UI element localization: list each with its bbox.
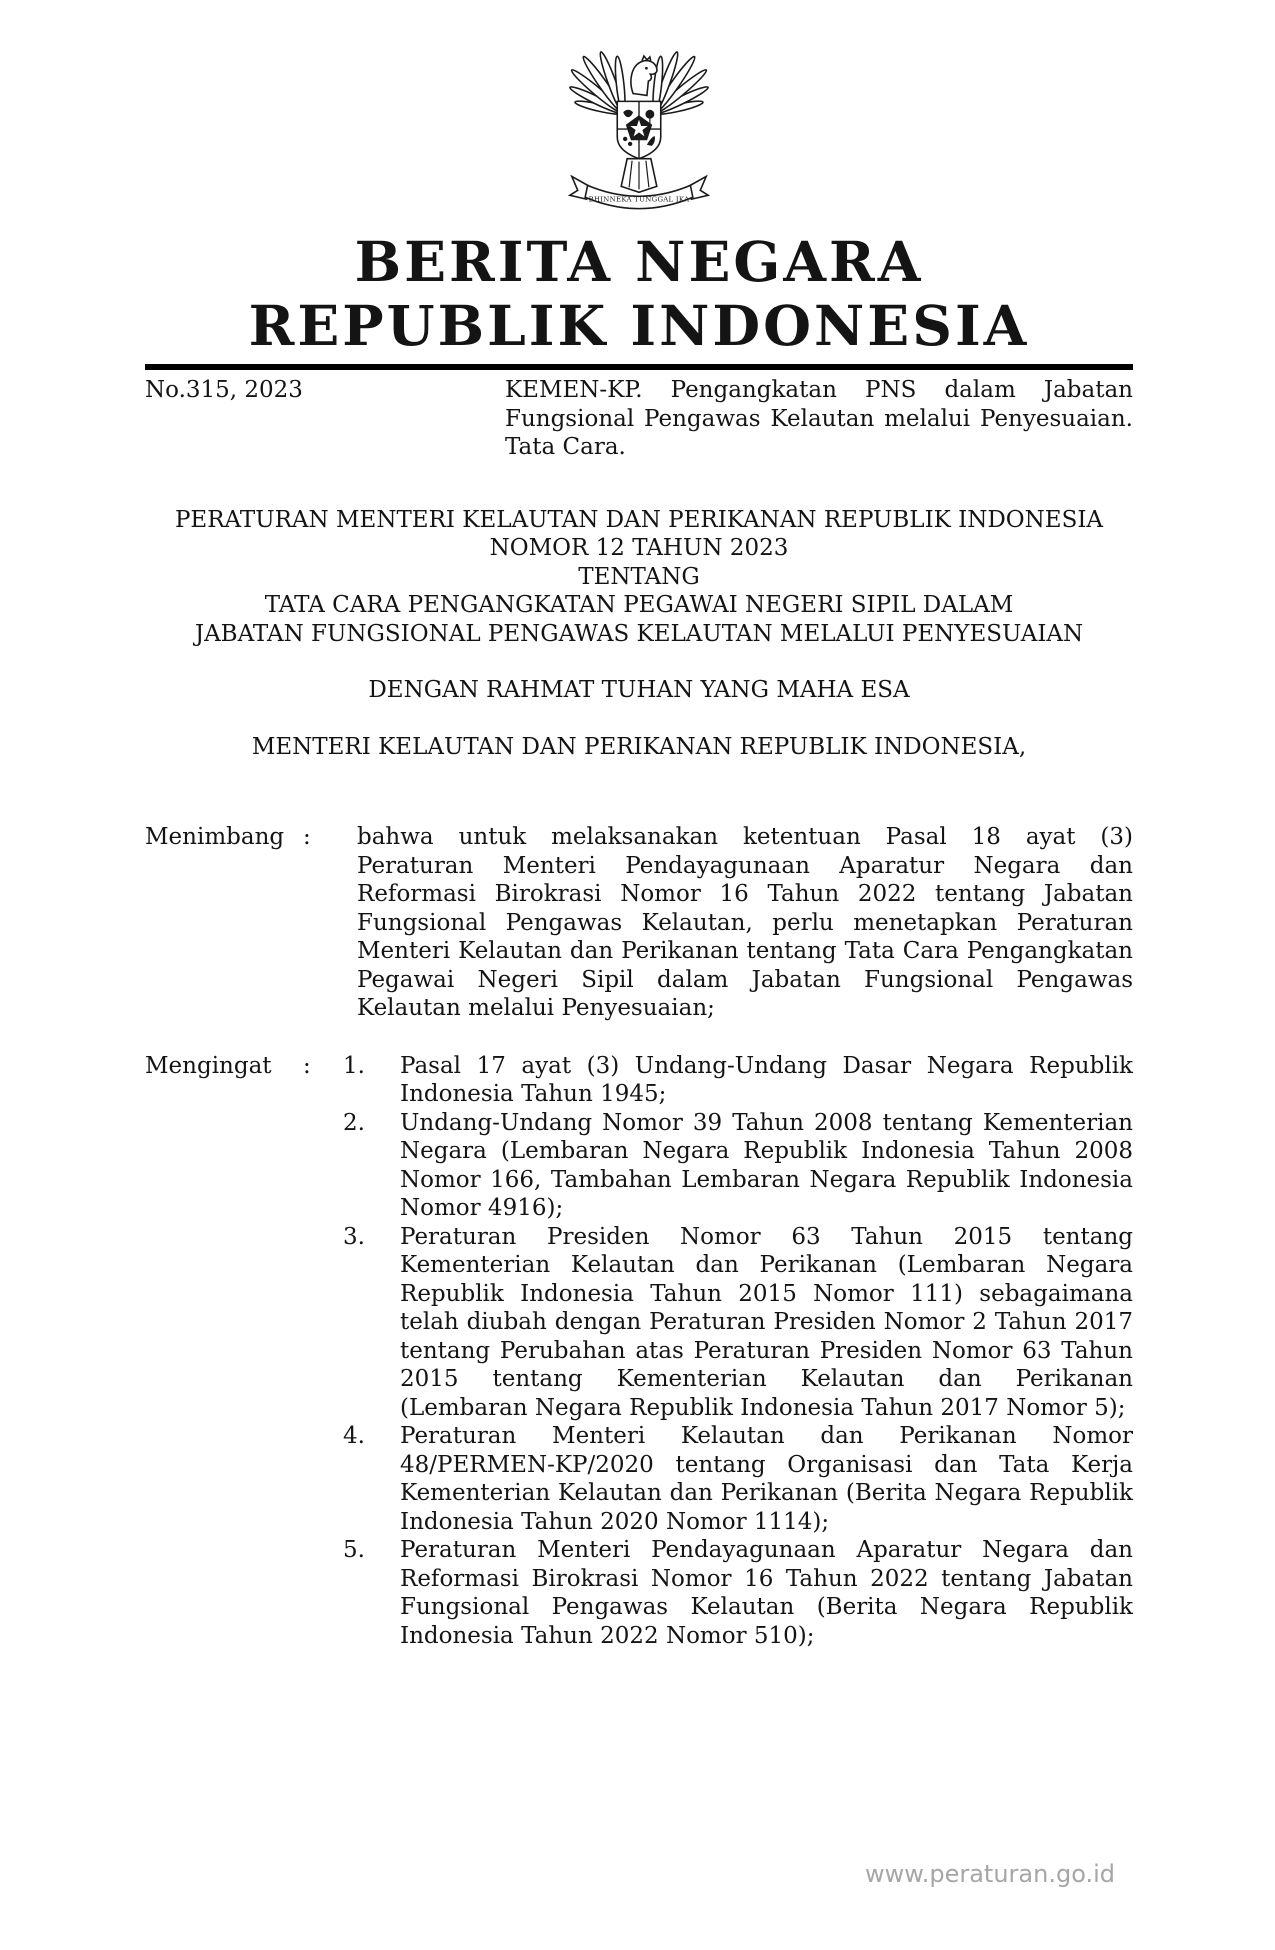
gazette-title-line-2: REPUBLIK INDONESIA: [248, 293, 1030, 358]
banner-motto-text: BHINNEKA TUNGGAL IKA: [588, 195, 690, 204]
gazette-subject-abstract: KEMEN-KP. Pengangkatan PNS dalam Jabatan Fungsional Pengawas Kelautan melalui Penyesuaian. Tata Cara.: [505, 377, 1133, 460]
list-item-number: 5.: [343, 1537, 365, 1563]
list-item: [343, 1223, 1133, 1423]
list-item-text: Peraturan Presiden Nomor 63 Tahun 2015 tentang Kementerian Kelautan dan Perikanan (Lembaran Negara Republik Indonesia Tahun 2015 Nomor 111) sebagaimana telah diubah dengan Peraturan Presiden Nomor 2 Tahun 2017 tentang Perubahan atas Peraturan Presiden Nomor 63 Tahun 2015 tentang Kementerian Kelautan dan Perikanan (Lembaran Negara Republik Indonesia Tahun 2017 Nomor 5);: [400, 1223, 1133, 1421]
legal-basis-clause: [145, 1052, 1133, 1651]
list-item-number: 1.: [343, 1052, 365, 1079]
list-item-text: Pasal 17 ayat (3) Undang-Undang Dasar Negara Republik Indonesia Tahun 1945;: [400, 1052, 1133, 1107]
issuing-authority-line: MENTERI KELAUTAN DAN PERIKANAN REPUBLIK INDONESIA,: [251, 733, 1027, 760]
regulation-title-line: TATA CARA PENGANGKATAN PEGAWAI NEGERI SIPIL DALAM: [264, 592, 1014, 618]
legal-basis-colon: :: [303, 1052, 311, 1079]
gazette-number: No.315, 2023: [145, 377, 303, 403]
gazette-title-line-1: BERITA NEGARA: [354, 229, 924, 294]
list-item-text: Peraturan Menteri Pendayagunaan Aparatur Negara dan Reformasi Birokrasi Nomor 16 Tahun 2022 tentang Jabatan Fungsional Pengawas Kelautan (Berita Negara Republik Indonesia Tahun 2022 Nomor 510);: [400, 1537, 1133, 1649]
list-item: [343, 1109, 1133, 1223]
list-item: [343, 1052, 1133, 1109]
list-item-text: Peraturan Menteri Kelautan dan Perikanan Nomor 48/PERMEN-KP/2020 tentang Organisasi dan Tata Kerja Kementerian Kelautan dan Perikanan (Berita Negara Republik Indonesia Tahun 2020 Nomor 1114);: [400, 1423, 1133, 1535]
regulation-title-line: JABATAN FUNGSIONAL PENGAWAS KELAUTAN MELALUI PENYESUAIAN: [194, 620, 1084, 647]
invocation-line: DENGAN RAHMAT TUHAN YANG MAHA ESA: [368, 677, 910, 703]
watermark-url: www.peraturan.go.id: [865, 1860, 1115, 1888]
list-item-number: 2.: [343, 1109, 365, 1136]
tail-feathers: [621, 159, 657, 193]
pancasila-shield: [617, 101, 660, 158]
masthead-row: [145, 376, 1133, 462]
regulation-title-block: [145, 506, 1133, 649]
regulation-title-line: NOMOR 12 TAHUN 2023: [489, 535, 789, 561]
garuda-pancasila-emblem: [559, 50, 719, 218]
regulation-title-line: PERATURAN MENTERI KELAUTAN DAN PERIKANAN REPUBLIK INDONESIA: [174, 506, 1104, 533]
emblem-container: [145, 50, 1133, 220]
list-item-number: 3.: [343, 1223, 365, 1250]
list-item-number: 4.: [343, 1423, 365, 1449]
list-item: [343, 1422, 1133, 1536]
considerations-text: bahwa untuk melaksanakan ketentuan Pasal 18 ayat (3) Peraturan Menteri Pendayagunaan Aparatur Negara dan Reformasi Birokrasi Nomor 16 Tahun 2022 tentang Jabatan Fungsional Pengawas Kelautan, perlu menetapkan Peraturan Menteri Kelautan dan Perikanan tentang Tata Cara Pengangkatan Pegawai Negeri Sipil dalam Jabatan Fungsional Pengawas Kelautan melalui Penyesuaian;: [357, 824, 1133, 1021]
masthead-divider-rule: [145, 364, 1133, 370]
legal-basis-list: [343, 1052, 1133, 1651]
list-item: [343, 1536, 1133, 1650]
considerations-label: Menimbang: [145, 824, 285, 850]
regulation-title-line: TENTANG: [578, 563, 700, 590]
considerations-clause: [145, 823, 1133, 1023]
list-item-text: Undang-Undang Nomor 39 Tahun 2008 tentang Kementerian Negara (Lembaran Negara Republik Indonesia Tahun 2008 Nomor 166, Tambahan Lembaran Negara Republik Indonesia Nomor 4916);: [400, 1109, 1133, 1221]
legal-basis-label: Mengingat: [145, 1052, 272, 1079]
considerations-colon: :: [303, 824, 311, 850]
